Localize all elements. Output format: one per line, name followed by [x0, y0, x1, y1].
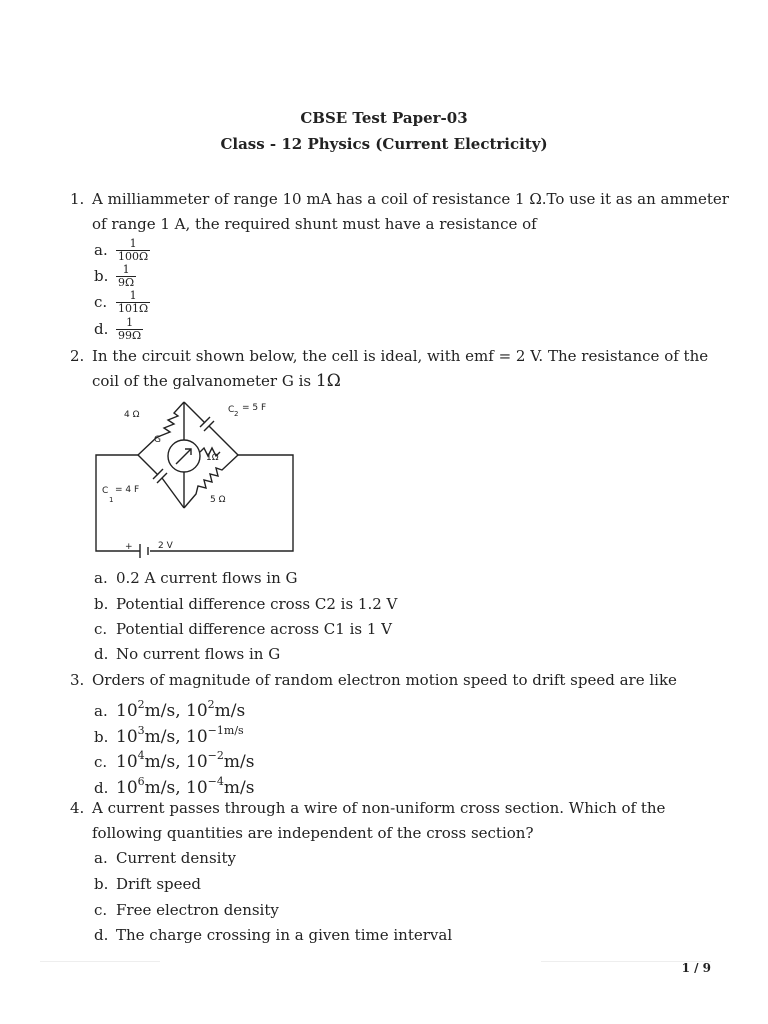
label-r2: 5 Ω [210, 495, 226, 505]
option-label: c. [94, 753, 108, 771]
option-label: b. [94, 875, 109, 893]
numerator: 1 [126, 316, 134, 329]
option-label: a. [94, 849, 108, 867]
label-plus: + [125, 542, 133, 552]
question-number: 3. [70, 671, 85, 689]
outer-wire-left [96, 455, 140, 551]
option-text: No current flows in G [116, 645, 281, 663]
resistance-value: 1Ω [315, 371, 341, 391]
footer-divider-left [40, 961, 160, 962]
galvanometer-needle [176, 449, 191, 464]
option-text: The charge crossing in a given time interval [116, 926, 453, 944]
label-c2-value: = 5 F [242, 403, 267, 413]
option-2b [94, 593, 397, 615]
label-c1-sub: 1 [109, 496, 114, 504]
question-3 [70, 668, 730, 693]
option-text: 0.2 A current flows in G [116, 569, 298, 587]
resistor-4ohm [138, 402, 184, 455]
option-label: d. [94, 779, 109, 797]
label-c1: C [102, 486, 109, 496]
option-4a [94, 847, 236, 869]
option-label: b. [94, 595, 109, 613]
option-label: b. [94, 266, 109, 285]
circuit-diagram [92, 398, 298, 560]
capacitor-c2-plate-a [200, 417, 210, 427]
option-label: c. [94, 292, 108, 311]
paper-subtitle: Class - 12 Physics (Current Electricity) [220, 135, 548, 153]
numerator: 1 [129, 289, 137, 302]
option-text: Drift speed [116, 875, 201, 893]
question-4 [70, 796, 730, 846]
question-number: 1. [70, 190, 85, 208]
option-3a [94, 694, 245, 722]
option-label: a. [94, 569, 108, 587]
question-text: Orders of magnitude of random electron motion speed to drift speed are like [92, 671, 677, 689]
option-3c [94, 745, 254, 773]
option-label: d. [94, 645, 109, 663]
option-4c [94, 899, 279, 921]
option-3b [94, 720, 244, 748]
denominator: 9Ω [118, 276, 135, 289]
label-r1: 4 Ω [124, 410, 140, 420]
label-g: G [154, 435, 161, 445]
option-text: Potential difference cross C2 is 1.2 V [116, 595, 398, 613]
option-math: $10^4m/s$, $10^{-2}m/s$ [116, 749, 255, 772]
option-math: $10^6m/s$, $10^{-4}m/s$ [116, 775, 255, 798]
option-text: Current density [116, 849, 236, 867]
option-math: $10^2m/s$, $10^2m/s$ [116, 698, 246, 721]
question-text [92, 344, 730, 394]
question-text-body: In the circuit shown below, the cell is ideal, with emf = 2 V. The resistance of the coil of the galvanometer G is [92, 347, 709, 390]
question-text: A milliammeter of range 10 mA has a coil of resistance 1 Ω.To use it as an ammeter of range 1 A, the required shunt must have a resistance of [92, 190, 729, 233]
option-label: b. [94, 728, 109, 746]
capacitor-c1-plate-a [153, 469, 163, 479]
option-3d [94, 771, 254, 799]
option-2c [94, 618, 392, 640]
label-c2: C [228, 405, 235, 415]
fraction [116, 238, 150, 263]
question-1 [70, 187, 730, 237]
option-label: d. [94, 926, 109, 944]
option-label: c. [94, 620, 108, 638]
fraction [116, 317, 143, 342]
denominator: 100Ω [118, 250, 149, 263]
fraction [116, 290, 150, 315]
question-number: 2. [70, 347, 85, 365]
option-math: $10^3m/s$, $10^{-1m/s}$ [116, 724, 244, 747]
question-text: A current passes through a wire of non-uniform cross section. Which of the following quantities are independent of the cross section? [92, 799, 666, 842]
option-1d [94, 317, 143, 342]
label-rg: 1Ω [206, 453, 219, 463]
option-text: Potential difference across C1 is 1 V [116, 620, 393, 638]
option-1a [94, 238, 150, 263]
option-2a [94, 567, 298, 589]
paper-title: CBSE Test Paper-03 [300, 109, 468, 127]
question-2 [70, 344, 730, 394]
label-c1-value: = 4 F [115, 485, 140, 495]
option-2d [94, 643, 280, 665]
option-label: a. [94, 702, 108, 720]
page-number: 1 / 9 [681, 961, 711, 975]
label-emf: 2 V [158, 541, 173, 551]
option-text: Free electron density [116, 901, 279, 919]
option-4d [94, 924, 452, 946]
option-label: c. [94, 901, 108, 919]
label-c2-sub: 2 [234, 410, 239, 418]
option-label: a. [94, 240, 108, 259]
option-1b [94, 264, 136, 289]
option-1c [94, 290, 150, 315]
option-label: d. [94, 319, 109, 338]
option-4b [94, 873, 201, 895]
denominator: 101Ω [118, 302, 149, 315]
fraction [116, 264, 136, 289]
numerator: 1 [129, 237, 137, 250]
question-number: 4. [70, 799, 85, 817]
denominator: 99Ω [118, 329, 142, 342]
numerator: 1 [122, 263, 130, 276]
